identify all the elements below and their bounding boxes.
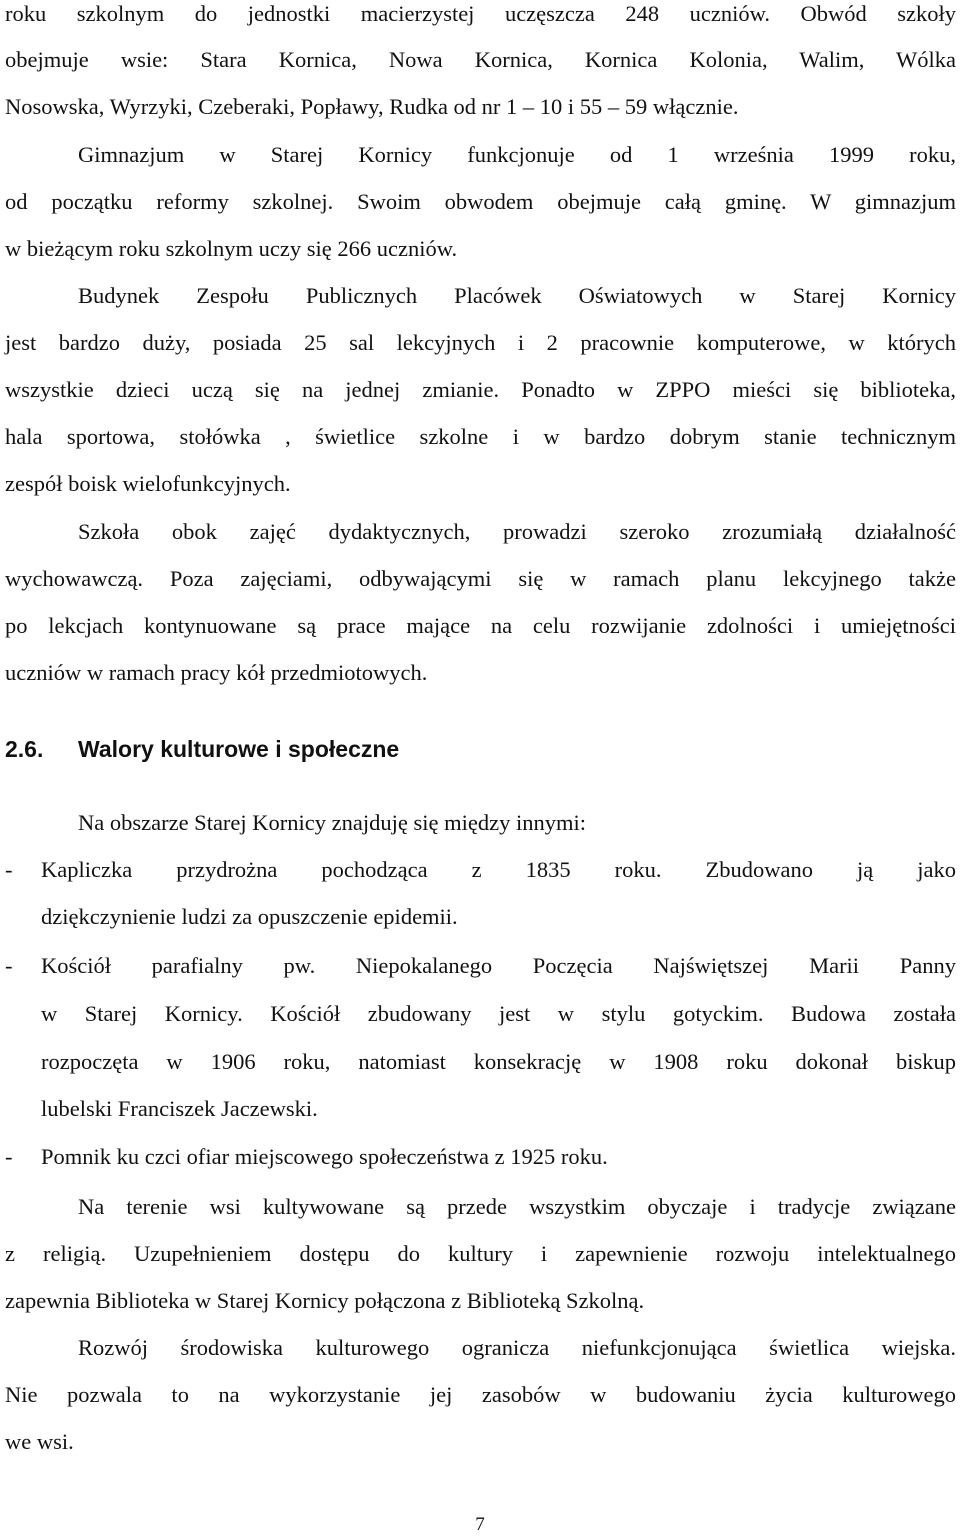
intro-text: Na obszarze Starej Kornicy znajduję się między innymi:: [78, 810, 586, 835]
list-dash: -: [5, 857, 13, 882]
paragraph-6-line: Rozwój środowiska kulturowego ogranicza niefunkcjonująca świetlica wiejska.: [78, 1335, 956, 1360]
section-heading: [5, 731, 399, 767]
list-item-line: lubelski Franciszek Jaczewski.: [41, 1096, 318, 1121]
paragraph-5-line: z religią. Uzupełnieniem dostępu do kultury i zapewnienie rozwoju intelektualnego: [5, 1241, 956, 1266]
paragraph-3-line: jest bardzo duży, posiada 25 sal lekcyjnych i 2 pracownie komputerowe, w których: [5, 330, 956, 355]
paragraph-1-line: Nosowska, Wyrzyki, Czeberaki, Popławy, Rudka od nr 1 – 10 i 55 – 59 włącznie.: [5, 94, 739, 119]
list-item-line: Kościół parafialny pw. Niepokalanego Poczęcia Najświętszej Marii Panny: [41, 953, 956, 978]
paragraph-6-line: Nie pozwala to na wykorzystanie jej zasobów w budowaniu życia kulturowego: [5, 1382, 956, 1407]
paragraph-2-line: w bieżącym roku szkolnym uczy się 266 uczniów.: [5, 236, 458, 261]
paragraph-4-line: Szkoła obok zajęć dydaktycznych, prowadzi szeroko zrozumiałą działalność: [78, 519, 956, 544]
section-number: 2.6.: [5, 736, 44, 762]
paragraph-4-line: uczniów w ramach pracy kół przedmiotowych.: [5, 660, 428, 685]
paragraph-5-line: Na terenie wsi kultywowane są przede wszystkim obyczaje i tradycje związane: [78, 1194, 956, 1219]
section-title: Walory kulturowe i społeczne: [78, 736, 400, 762]
list-item-line: dziękczynienie ludzi za opuszczenie epidemii.: [41, 904, 458, 929]
list-item-line: Pomnik ku czci ofiar miejscowego społeczeństwa z 1925 roku.: [41, 1144, 608, 1169]
list-item-line: Kapliczka przydrożna pochodząca z 1835 roku. Zbudowano ją jako: [41, 857, 956, 882]
list-item-line: rozpoczęta w 1906 roku, natomiast konsekrację w 1908 roku dokonał biskup: [41, 1049, 956, 1074]
paragraph-6-line: we wsi.: [5, 1429, 74, 1454]
list-dash: -: [5, 1144, 13, 1169]
list-dash: -: [5, 953, 13, 978]
paragraph-2-line: od początku reformy szkolnej. Swoim obwodem obejmuje całą gminę. W gimnazjum: [5, 189, 956, 214]
paragraph-4-line: wychowawczą. Poza zajęciami, odbywającymi się w ramach planu lekcyjnego także: [5, 566, 956, 591]
list-item-line: w Starej Kornicy. Kościół zbudowany jest w stylu gotyckim. Budowa została: [41, 1001, 956, 1026]
paragraph-3-line: wszystkie dzieci uczą się na jednej zmianie. Ponadto w ZPPO mieści się biblioteka,: [5, 377, 956, 402]
page-number: 7: [475, 1514, 485, 1535]
paragraph-3-line: zespół boisk wielofunkcyjnych.: [5, 471, 291, 496]
paragraph-4-line: po lekcjach kontynuowane są prace mające na celu rozwijanie zdolności i umiejętności: [5, 613, 956, 638]
paragraph-1-line: obejmuje wsie: Stara Kornica, Nowa Kornica, Kornica Kolonia, Walim, Wólka: [5, 47, 956, 72]
paragraph-1-line: roku szkolnym do jednostki macierzystej uczęszcza 248 uczniów. Obwód szkoły: [5, 1, 956, 26]
paragraph-3-line: hala sportowa, stołówka , świetlice szkolne i w bardzo dobrym stanie technicznym: [5, 424, 956, 449]
paragraph-5-line: zapewnia Biblioteka w Starej Kornicy połączona z Biblioteką Szkolną.: [5, 1288, 645, 1313]
paragraph-2-line: Gimnazjum w Starej Kornicy funkcjonuje od 1 września 1999 roku,: [78, 142, 956, 167]
paragraph-3-line: Budynek Zespołu Publicznych Placówek Oświatowych w Starej Kornicy: [78, 283, 956, 308]
